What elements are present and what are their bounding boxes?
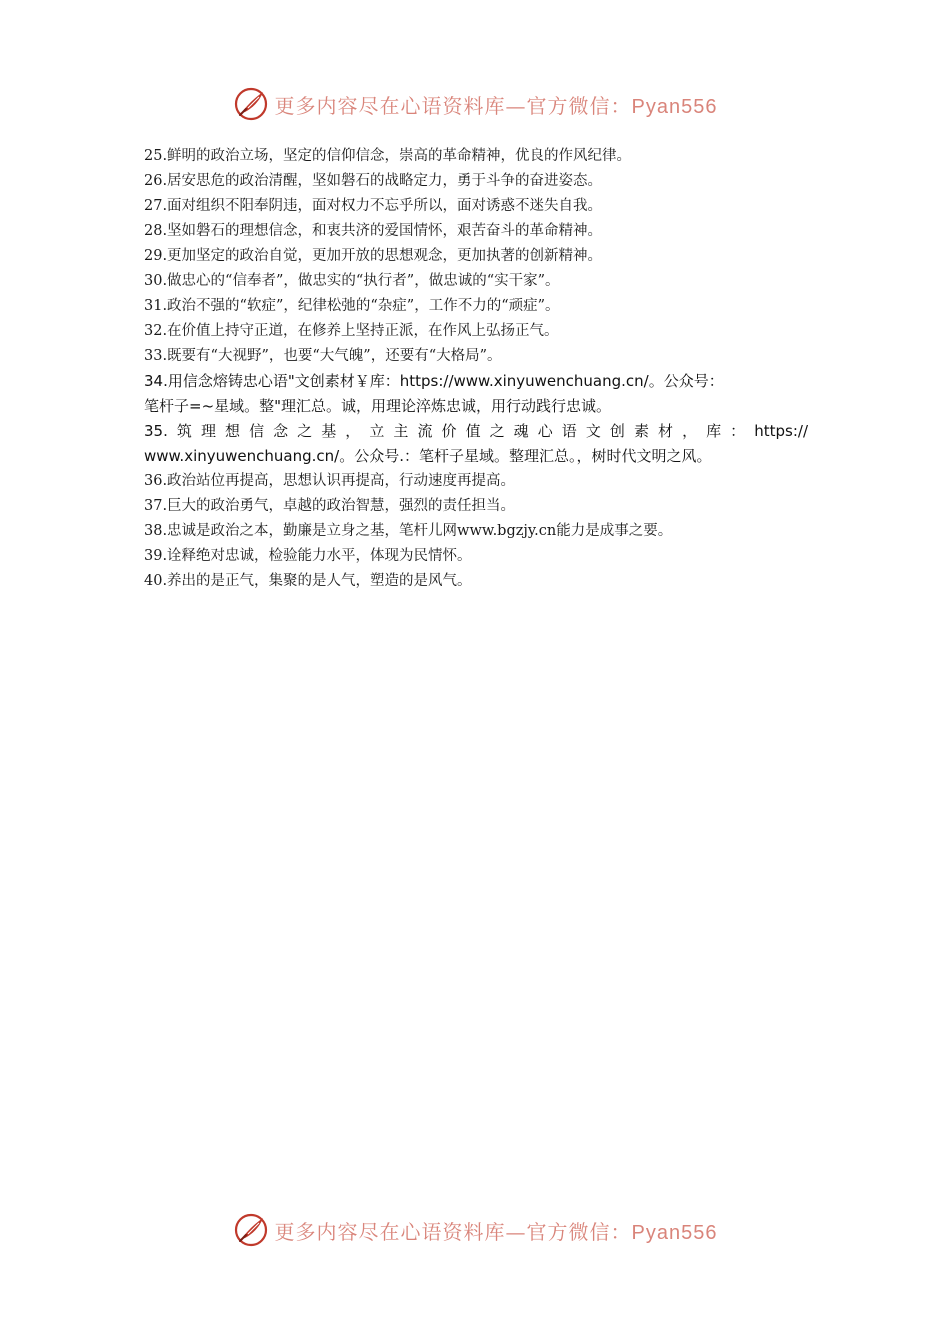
- footer-banner-content: [233, 1212, 718, 1248]
- quill-pen-logo-icon: [233, 1212, 269, 1248]
- header-banner-text: [275, 90, 718, 119]
- text-line: 34.用信念熔铸忠心语"文创素材￥库：https://www.xinyuwenchuang.cn/。公众号：: [144, 372, 724, 390]
- text-line: 笔杆子=~星域。整"理汇总。诚，用理论淬炼忠诚，用行动践行忠诚。: [144, 397, 612, 415]
- text-line: 26.居安思危的政治清醒，坚如磐石的战略定力，勇于斗争的奋进姿态。: [144, 173, 603, 189]
- text-line: 33.既要有“大视野”，也要“大气魄”，还要有“大格局”。: [144, 348, 502, 364]
- text-line: 29.更加坚定的政治自觉，更加开放的思想观念，更加执著的创新精神。: [144, 248, 603, 264]
- text-line: 31.政治不强的“软症”，纪律松弛的“杂症”，工作不力的“顽症”。: [144, 298, 560, 314]
- text-line: 36.政治站位再提高，思想认识再提高，行动速度再提高。: [144, 473, 516, 489]
- text-line: 39.诠释绝对忠诚，检验能力水平，体现为民情怀。: [144, 548, 472, 564]
- header-banner-content: [233, 86, 718, 122]
- footer-banner: [0, 1208, 950, 1252]
- banner-slogan: 更多内容尽在心语资料库—官方微信：: [274, 93, 632, 118]
- banner-wechat-id: Pyan556: [631, 1221, 718, 1244]
- text-line: www.xinyuwenchuang.cn/。公众号.：笔杆子星域。整理汇总。，树时代文明之风。: [144, 447, 712, 465]
- text-line: 27.面对组织不阳奉阴违，面对权力不忘乎所以，面对诱惑不迷失自我。: [144, 198, 603, 214]
- text-line: 28.坚如磐石的理想信念，和衷共济的爱国情怀，艰苦奋斗的革命精神。: [144, 223, 603, 239]
- banner-wechat-id: Pyan556: [631, 95, 718, 118]
- quill-pen-logo-icon: [233, 86, 269, 122]
- banner-slogan: 更多内容尽在心语资料库—官方微信：: [274, 1219, 632, 1244]
- text-line: 38.忠诚是政治之本，勤廉是立身之基，笔杆儿网www.bgzjy.cn能力是成事之要。: [144, 523, 673, 539]
- text-line: 30.做忠心的“信奉者”，做忠实的“执行者”，做忠诚的“实干家”。: [144, 273, 560, 289]
- text-line: 32.在价值上持守正道，在修养上坚持正派，在作风上弘扬正气。: [144, 323, 559, 339]
- header-banner: [0, 82, 950, 126]
- document-body: [144, 144, 808, 594]
- text-line: 35.筑理想信念之基，立主流价值之魂心语文创素材，库：https://: [144, 422, 808, 440]
- footer-banner-text: [275, 1216, 718, 1245]
- text-line: 25.鲜明的政治立场，坚定的信仰信念，崇高的革命精神，优良的作风纪律。: [144, 148, 632, 164]
- text-line: 37.巨大的政治勇气，卓越的政治智慧，强烈的责任担当。: [144, 498, 516, 514]
- text-line: 40.养出的是正气，集聚的是人气，塑造的是风气。: [144, 573, 472, 589]
